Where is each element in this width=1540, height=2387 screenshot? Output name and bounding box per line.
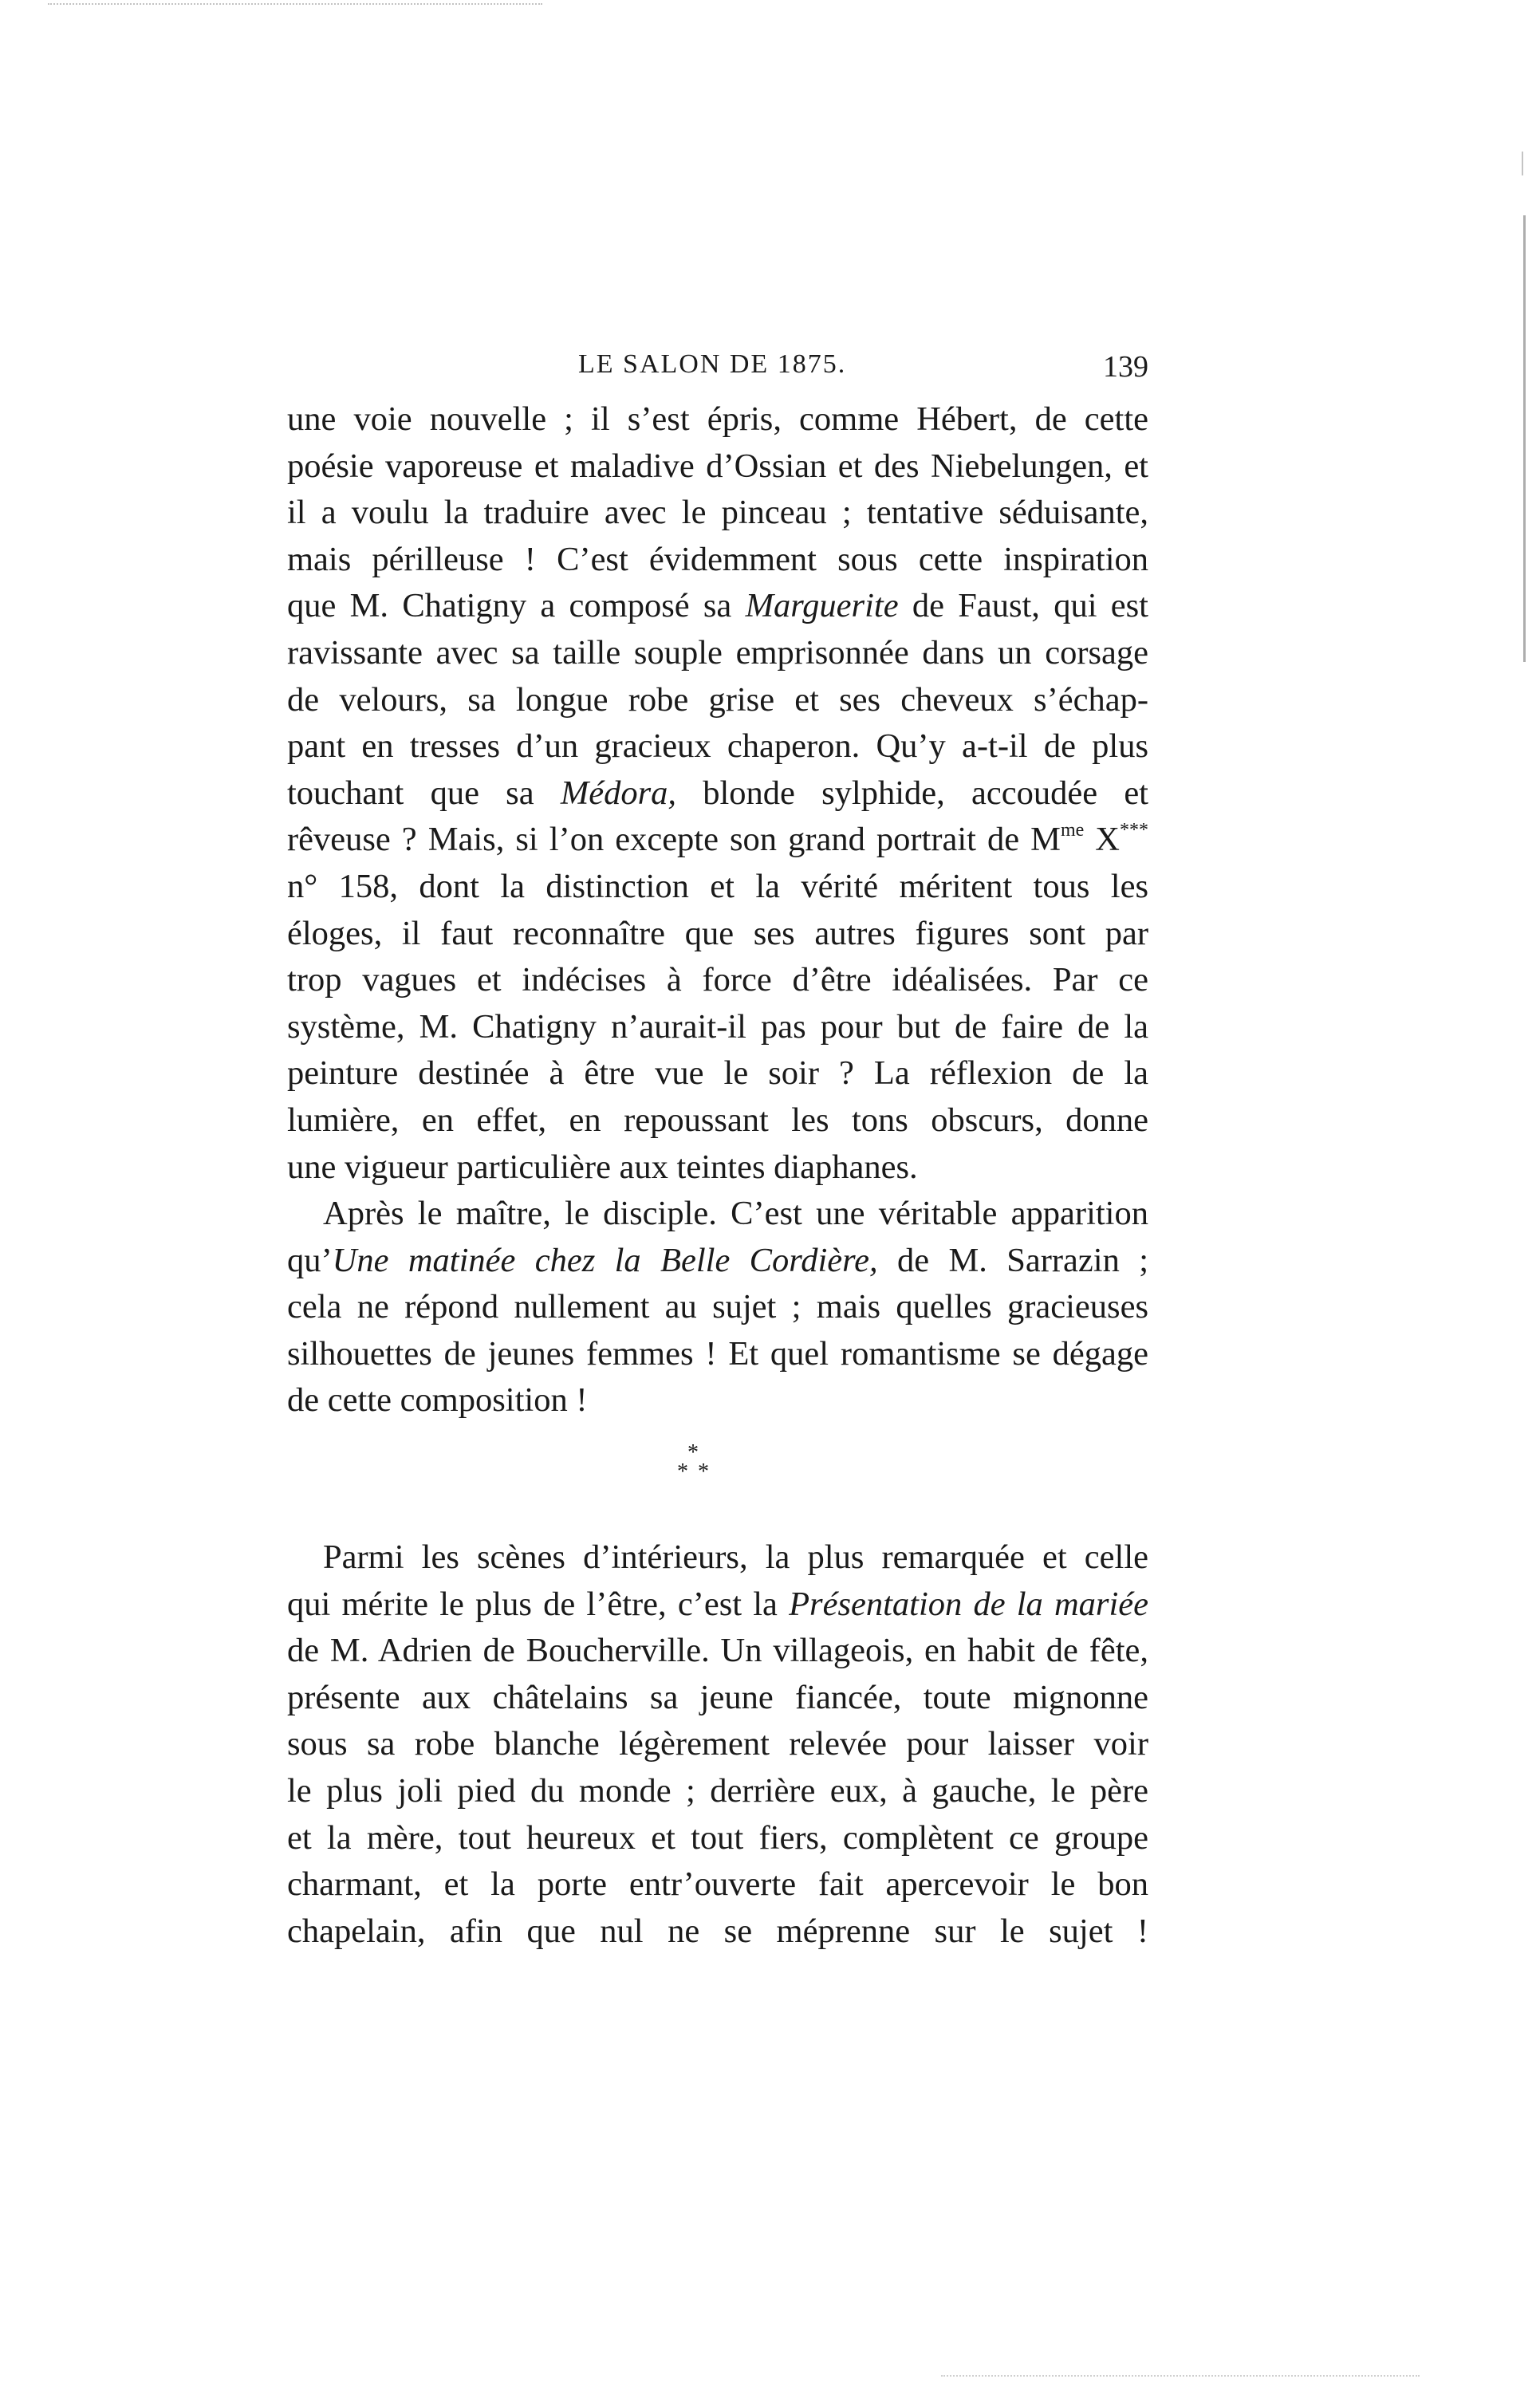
text-segment: blonde sylphide, accoudée et [676, 774, 1148, 812]
text-line: Parmi les scènes d’intérieurs, la plus remarquée et celle [323, 1538, 1148, 1577]
spacer [287, 1506, 1148, 1534]
running-head [287, 349, 1148, 389]
text-line: présente aux châtelains sa jeune fiancée, toute mignonne [287, 1678, 1148, 1716]
text-line: une vigueur particulière aux teintes diaphanes. [287, 1148, 918, 1186]
text-line [287, 770, 1148, 817]
text-segment: que M. Chatigny a composé sa [287, 587, 746, 625]
text-line: sous sa robe blanche légèrement relevée pour laisser voir [287, 1725, 1148, 1763]
text-line: ravissante avec sa taille souple emprisonnée dans un corsage [287, 633, 1148, 672]
text-line: chapelain, afin que nul ne se méprenne sur le sujet ! [287, 1912, 1148, 1950]
text-line: Après le maître, le disciple. C’est une véritable apparition [323, 1195, 1148, 1233]
text-segment: rêveuse ? Mais, si l’on excepte son grand portrait de M [287, 821, 1061, 859]
page-number: 139 [1103, 350, 1148, 384]
text-line: le plus joli pied du monde ; derrière eux, à gauche, le père [287, 1772, 1148, 1810]
scan-edge-mark [941, 2375, 1420, 2379]
text-segment: qu’ [287, 1241, 333, 1279]
text-line: trop vagues et indécises à force d’être idéalisées. Par ce [287, 961, 1148, 999]
paragraph [287, 396, 1148, 1191]
text-line: de velours, sa longue robe grise et ses cheveux s’échap- [287, 680, 1148, 719]
text-segment: touchant que sa [287, 774, 561, 812]
paragraph [287, 1534, 1148, 1955]
text-segment: de Faust, qui est [898, 587, 1148, 625]
text-segment: X [1084, 821, 1120, 859]
scan-edge-mark [48, 3, 542, 7]
text-line [287, 583, 1148, 630]
text-line: système, M. Chatigny n’aurait-il pas pour but de faire de la [287, 1007, 1148, 1046]
text-line: n° 158, dont la distinction et la vérité méritent tous les [287, 867, 1148, 905]
artwork-title: Présentation de la mariée [789, 1585, 1148, 1623]
asterism-star: * [698, 1459, 709, 1485]
text-line: silhouettes de jeunes femmes ! Et quel romantisme se dégage [287, 1334, 1148, 1373]
text-line: pant en tresses d’un gracieux chaperon. Qu’y a-t-il de plus [287, 727, 1148, 766]
text-segment: de M. Sarrazin ; [877, 1241, 1148, 1279]
text-line: cela ne répond nullement au sujet ; mais quelles gracieuses [287, 1288, 1148, 1326]
text-line [287, 1581, 1148, 1629]
text-line [287, 817, 1148, 864]
scan-edge-mark [1523, 215, 1526, 662]
paragraph [287, 1191, 1148, 1424]
text-line: de M. Adrien de Boucherville. Un villageois, en habit de fête, [287, 1632, 1148, 1670]
body-text [287, 396, 1148, 1955]
artwork-title: Marguerite [745, 587, 899, 625]
text-segment: qui mérite le plus de l’être, c’est la [287, 1585, 790, 1623]
text-line [287, 1238, 1148, 1285]
asterism-star: * [687, 1440, 699, 1466]
text-line: et la mère, tout heureux et tout fiers, complètent ce groupe [287, 1818, 1148, 1857]
text-line: mais périlleuse ! C’est évidemment sous cette inspiration [287, 540, 1148, 578]
text-line: une voie nouvelle ; il s’est épris, comme Hébert, de cette [287, 400, 1148, 438]
text-line: peinture destinée à être vue le soir ? La réflexion de la [287, 1054, 1148, 1093]
text-line: poésie vaporeuse et maladive d’Ossian et des Niebelungen, et [287, 447, 1148, 485]
text-line: de cette composition ! [287, 1381, 588, 1420]
running-title: LE SALON DE 1875. [578, 349, 847, 379]
text-line: éloges, il faut reconnaître que ses autres figures sont par [287, 914, 1148, 952]
text-line: il a voulu la traduire avec le pinceau ; tentative séduisante, [287, 494, 1148, 532]
scan-edge-mark [1522, 152, 1523, 175]
artwork-title: Médora, [560, 774, 676, 812]
text-line: charmant, et la porte entr’ouverte fait apercevoir le bon [287, 1865, 1148, 1904]
section-separator [287, 1424, 1148, 1506]
superscript: me [1060, 820, 1085, 841]
superscript: *** [1120, 820, 1148, 841]
artwork-title: Une matinée chez la Belle Cordière, [332, 1241, 878, 1279]
text-line: lumière, en effet, en repoussant les tons obscurs, donne [287, 1101, 1148, 1139]
asterism-star: * [677, 1459, 688, 1485]
